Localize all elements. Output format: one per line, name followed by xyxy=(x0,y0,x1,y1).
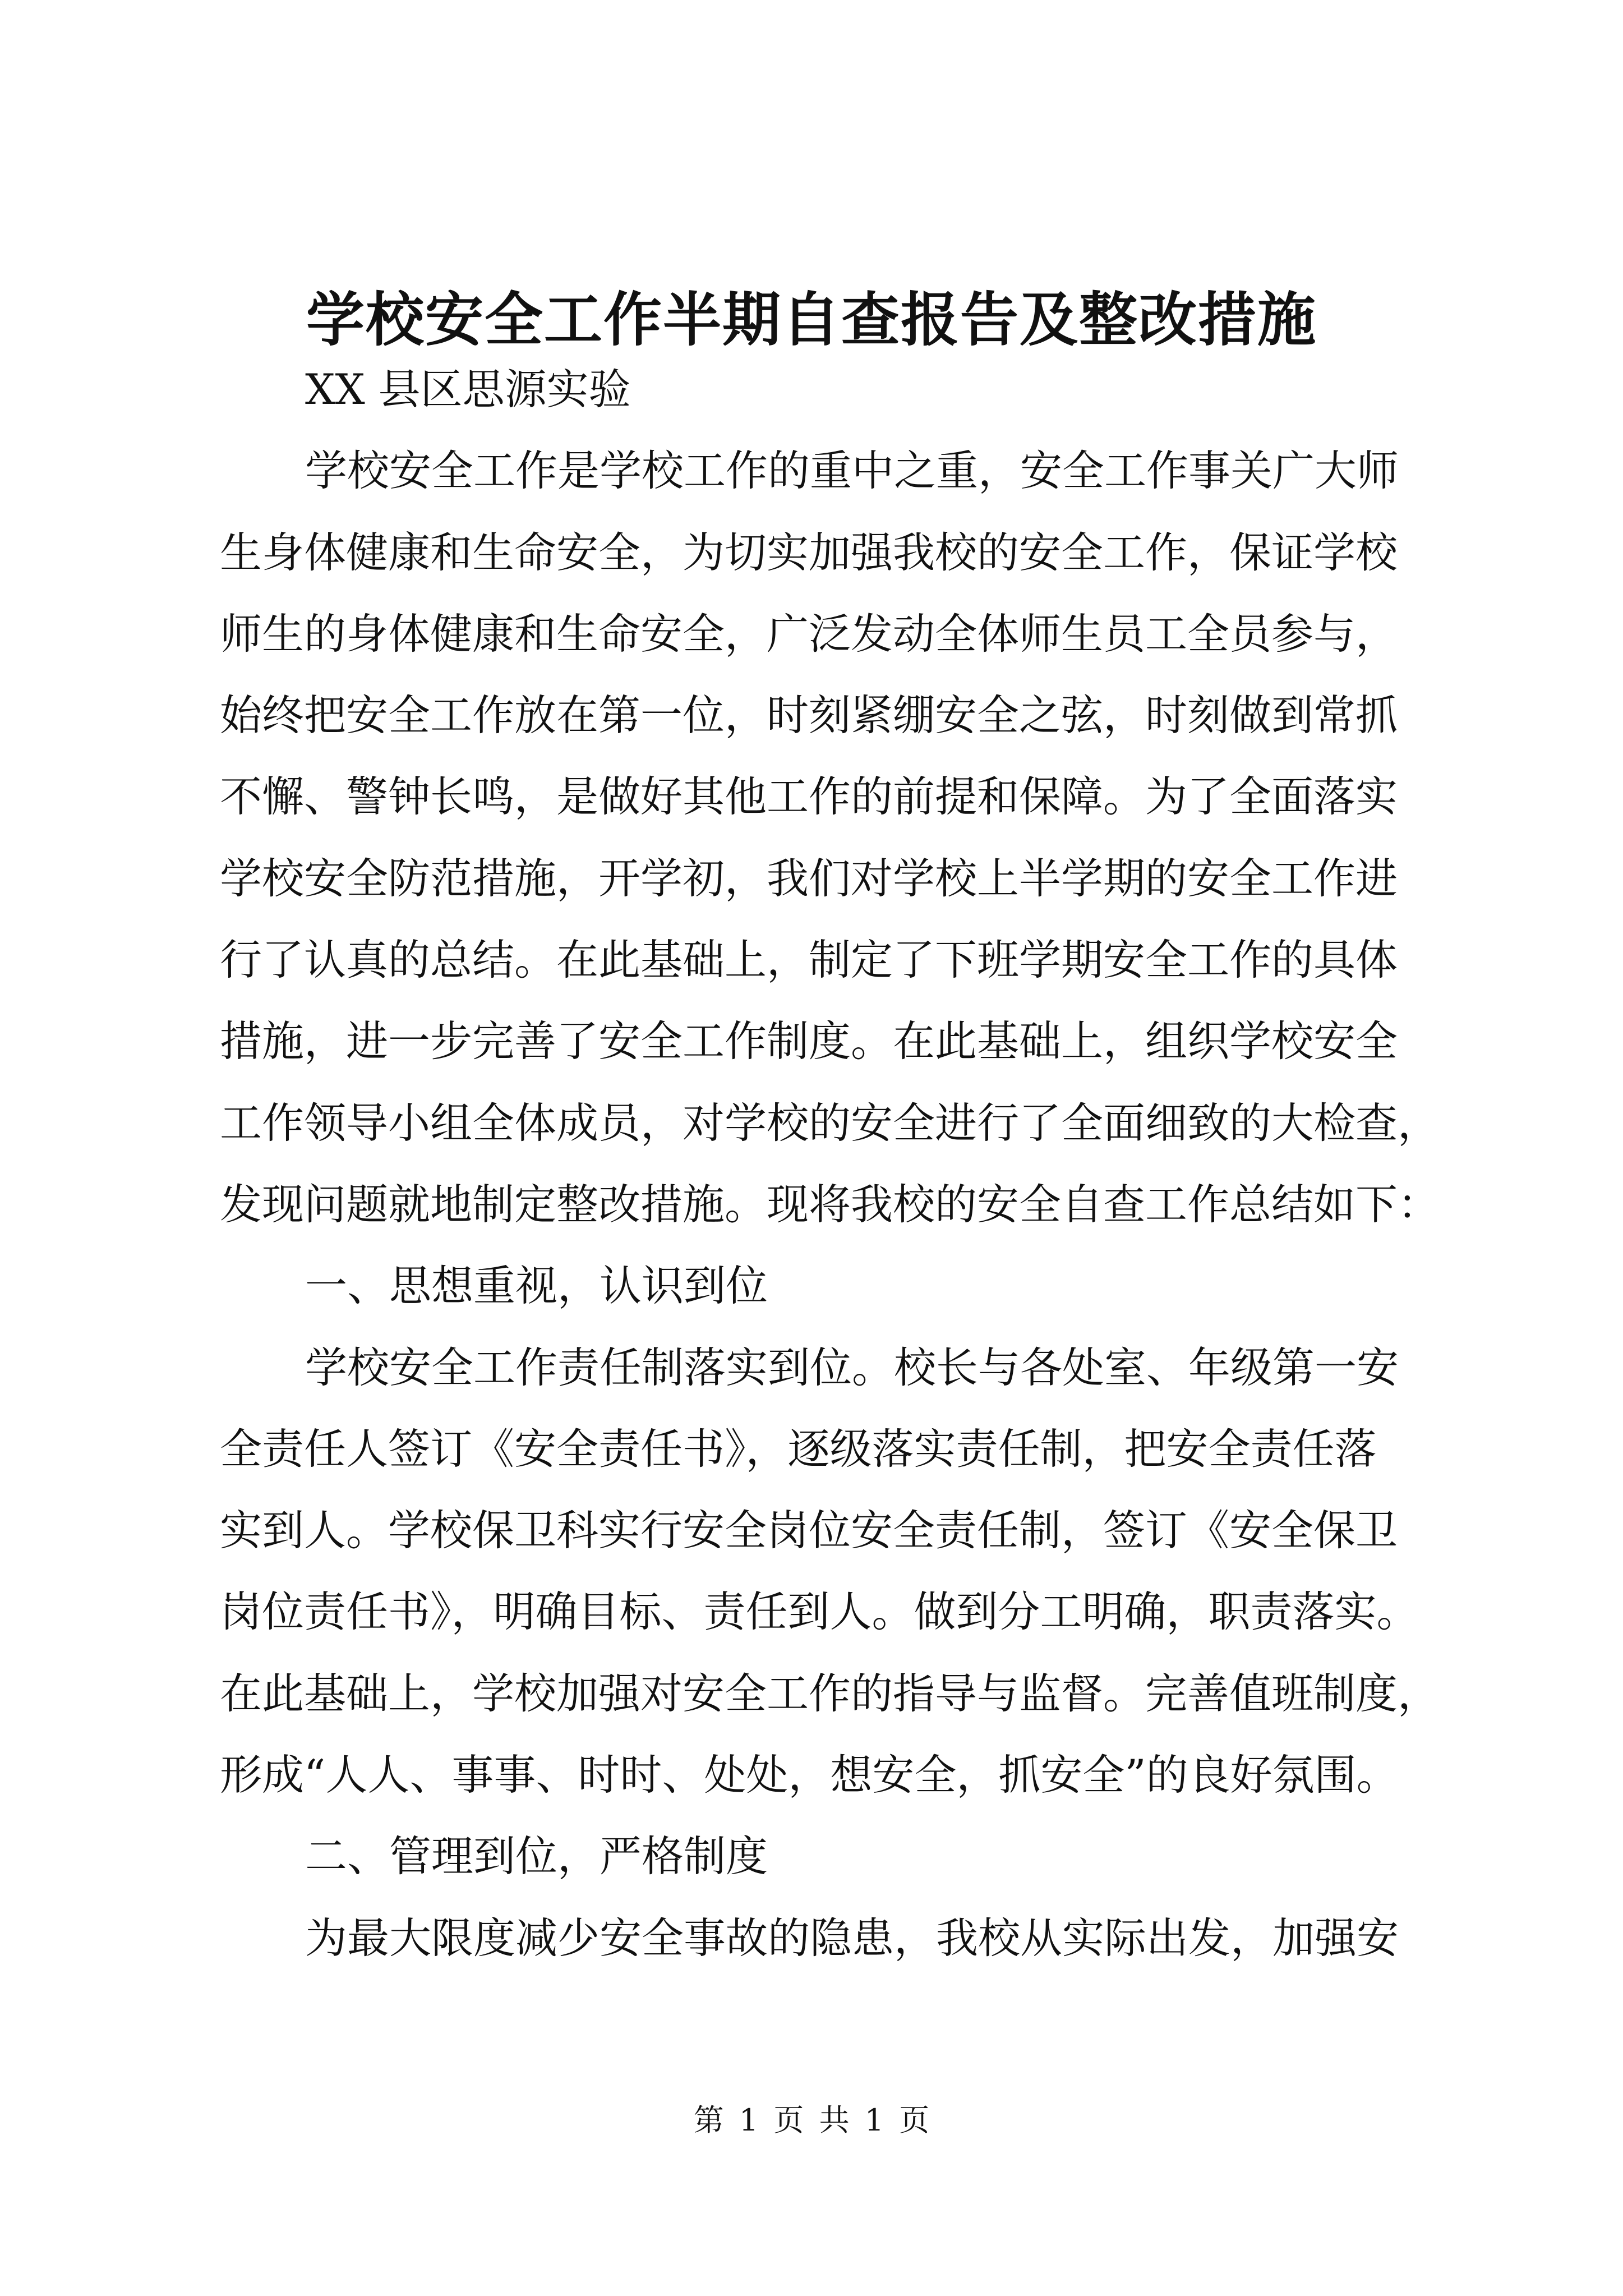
body-line: 生身体健康和生命安全，为切实加强我校的安全工作，保证学校 xyxy=(220,527,1398,577)
body-line: 师生的身体健康和生命安全，广泛发动全体师生员工全员参与， xyxy=(220,609,1398,659)
body-line: 学校安全防范措施，开学初，我们对学校上半学期的安全工作进 xyxy=(220,853,1398,903)
body-line: 工作领导小组全体成员，对学校的安全进行了全面细致的大检查， xyxy=(220,1098,1440,1148)
body-line: 不懈、警钟长鸣，是做好其他工作的前提和保障。为了全面落实 xyxy=(220,772,1398,822)
body-line: 发现问题就地制定整改措施。现将我校的安全自查工作总结如下： xyxy=(220,1179,1440,1229)
body-line: 形成“人人、事事、时时、处处，想安全，抓安全”的良好氛围。 xyxy=(220,1750,1399,1800)
section-heading: 一、思想重视，认识到位 xyxy=(305,1261,768,1311)
body-line: 实到人。学校保卫科实行安全岗位安全责任制，签订《安全保卫 xyxy=(220,1506,1398,1556)
document-body xyxy=(220,349,1440,1979)
body-line: 学校安全工作是学校工作的重中之重，安全工作事关广大师 xyxy=(305,446,1399,496)
body-line: 为最大限度减少安全事故的隐患，我校从实际出发，加强安 xyxy=(305,1913,1399,1963)
body-line: 学校安全工作责任制落实到位。校长与各处室、年级第一安 xyxy=(305,1342,1399,1392)
section-heading: 二、管理到位，严格制度 xyxy=(305,1832,768,1881)
body-line: 始终把安全工作放在第一位，时刻紧绷安全之弦，时刻做到常抓 xyxy=(220,691,1398,740)
body-line: 全责任人签订《安全责任书》，逐级落实责任制，把安全责任落 xyxy=(220,1424,1377,1474)
body-line: XX 县区思源实验 xyxy=(305,365,631,414)
body-line: 行了认真的总结。在此基础上，制定了下班学期安全工作的具体 xyxy=(220,935,1398,985)
body-line: 在此基础上，学校加强对安全工作的指导与监督。完善值班制度， xyxy=(220,1668,1440,1718)
body-line: 岗位责任书》，明确目标、责任到人。做到分工明确，职责落实。 xyxy=(220,1587,1419,1637)
document-title: 学校安全工作半期自查报告及整改措施 xyxy=(306,285,1317,354)
body-line: 措施，进一步完善了安全工作制度。在此基础上，组织学校安全 xyxy=(220,1016,1398,1066)
page-footer: 第 1 页 共 1 页 xyxy=(693,2102,930,2138)
